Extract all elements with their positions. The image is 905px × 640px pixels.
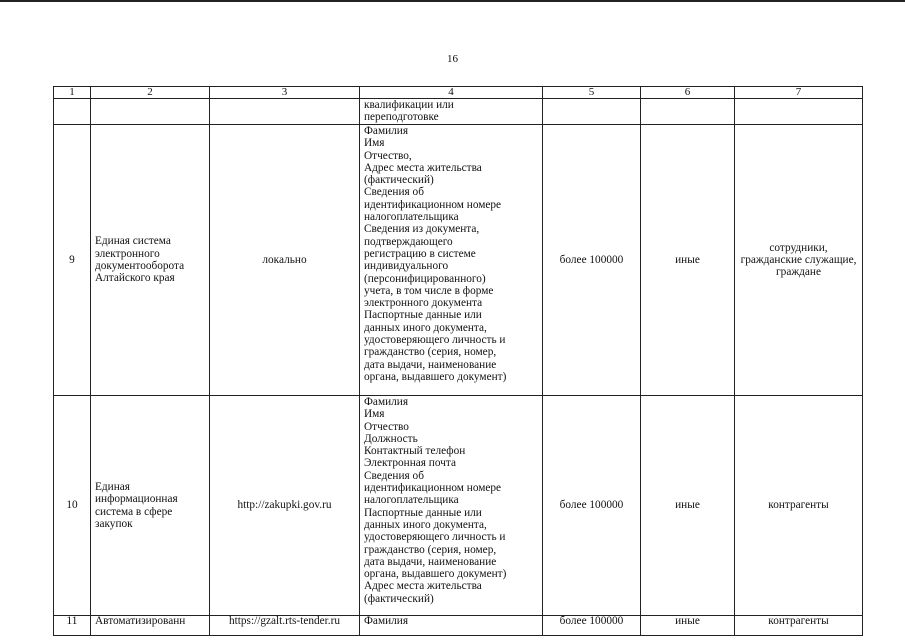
row10-volume: более 100000 xyxy=(543,396,641,616)
data-line: удостоверяющего личность и xyxy=(364,334,506,347)
data-line: электронного документа xyxy=(364,297,483,310)
data-line: Сведения об xyxy=(364,469,424,482)
row11-number: 11 xyxy=(54,616,91,636)
data-line: Фамилия xyxy=(364,396,409,408)
row10-type: иные xyxy=(641,396,735,616)
row10-data-list xyxy=(360,396,543,616)
page-top-border xyxy=(0,0,905,2)
data-line: индивидуального xyxy=(364,260,449,273)
data-line: дата выдачи, наименование xyxy=(364,555,497,568)
data-line: (фактический) xyxy=(364,592,434,605)
data-line: органа, выдавшего документ) xyxy=(364,370,507,383)
data-line: налогоплательщика xyxy=(364,211,459,224)
data-line: Контактный телефон xyxy=(364,445,466,458)
data-line: Адрес места жительства xyxy=(364,580,482,593)
data-line: Адрес места жительства xyxy=(364,161,482,174)
personal-data-table xyxy=(53,86,863,636)
data-line: Имя xyxy=(364,137,385,150)
row9-type: иные xyxy=(641,125,735,396)
cont-line: квалификации или xyxy=(364,99,454,111)
page-number: 16 xyxy=(447,53,458,65)
row9-volume: более 100000 xyxy=(543,125,641,396)
row11-subjects: контрагенты xyxy=(735,616,863,636)
header-cell-6: 6 xyxy=(641,87,735,99)
cont-cell-5 xyxy=(543,99,641,125)
row11-data-first: Фамилия xyxy=(360,616,543,636)
row11-system-name: Автоматизированн xyxy=(91,616,210,636)
row10-number: 10 xyxy=(54,396,91,616)
data-line: учета, в том числе в форме xyxy=(364,284,494,297)
cont-cell-2 xyxy=(91,99,210,125)
data-line: идентификационном номере xyxy=(364,482,502,495)
row9-number: 9 xyxy=(54,125,91,396)
data-line: дата выдачи, наименование xyxy=(364,358,497,371)
data-line: Отчество, xyxy=(364,149,412,162)
row11-location: https://gzalt.rts-tender.ru xyxy=(210,616,360,636)
data-line: Сведения об xyxy=(364,186,424,199)
row10-location: http://zakupki.gov.ru xyxy=(210,396,360,616)
table-row-continuation xyxy=(54,99,863,125)
data-line: Электронная почта xyxy=(364,457,456,470)
data-line: удостоверяющего личность и xyxy=(364,531,506,544)
cont-cell-6 xyxy=(641,99,735,125)
header-cell-7: 7 xyxy=(735,87,863,99)
row9-system-name: Единая система электронного документооборота Алтайского края xyxy=(91,125,210,396)
data-line: данных иного документа, xyxy=(364,321,487,334)
data-line: Сведения из документа, xyxy=(364,223,480,236)
data-line: данных иного документа, xyxy=(364,518,487,531)
cont-cell-4 xyxy=(360,99,543,125)
header-cell-3: 3 xyxy=(210,87,360,99)
cont-cell-3 xyxy=(210,99,360,125)
data-line: органа, выдавшего документ) xyxy=(364,568,507,581)
data-line: гражданство (серия, номер, xyxy=(364,346,497,359)
data-line: Имя xyxy=(364,408,385,421)
data-line: регистрацию в системе xyxy=(364,247,476,260)
row9-subjects: сотрудники, гражданские служащие, граждане xyxy=(735,125,863,396)
data-line: (персонифицированного) xyxy=(364,272,486,285)
row11-type: иные xyxy=(641,616,735,636)
data-line: гражданство (серия, номер, xyxy=(364,543,497,556)
data-line: Паспортные данные или xyxy=(364,309,482,322)
data-line: Отчество xyxy=(364,420,409,433)
data-line: идентификационном номере xyxy=(364,198,502,211)
data-line: налогоплательщика xyxy=(364,494,459,507)
cont-line: переподготовке xyxy=(364,111,439,124)
table-row-9 xyxy=(54,125,863,396)
row9-location: локально xyxy=(210,125,360,396)
cont-cell-1 xyxy=(54,99,91,125)
table-row-10 xyxy=(54,396,863,616)
row10-subjects: контрагенты xyxy=(735,396,863,616)
row9-data-list xyxy=(360,125,543,396)
data-line: Фамилия xyxy=(364,125,409,137)
header-cell-2: 2 xyxy=(91,87,210,99)
header-cell-4: 4 xyxy=(360,87,543,99)
data-line: Паспортные данные или xyxy=(364,506,482,519)
table-row-11 xyxy=(54,616,863,636)
data-line: (фактический) xyxy=(364,174,434,187)
header-cell-1: 1 xyxy=(54,87,91,99)
header-cell-5: 5 xyxy=(543,87,641,99)
row10-system-name: Единая информационная система в сфере закупок xyxy=(91,396,210,616)
cont-cell-7 xyxy=(735,99,863,125)
table-header-row xyxy=(54,87,863,99)
data-line: подтверждающего xyxy=(364,235,453,248)
row11-volume: более 100000 xyxy=(543,616,641,636)
data-line: Должность xyxy=(364,432,418,445)
